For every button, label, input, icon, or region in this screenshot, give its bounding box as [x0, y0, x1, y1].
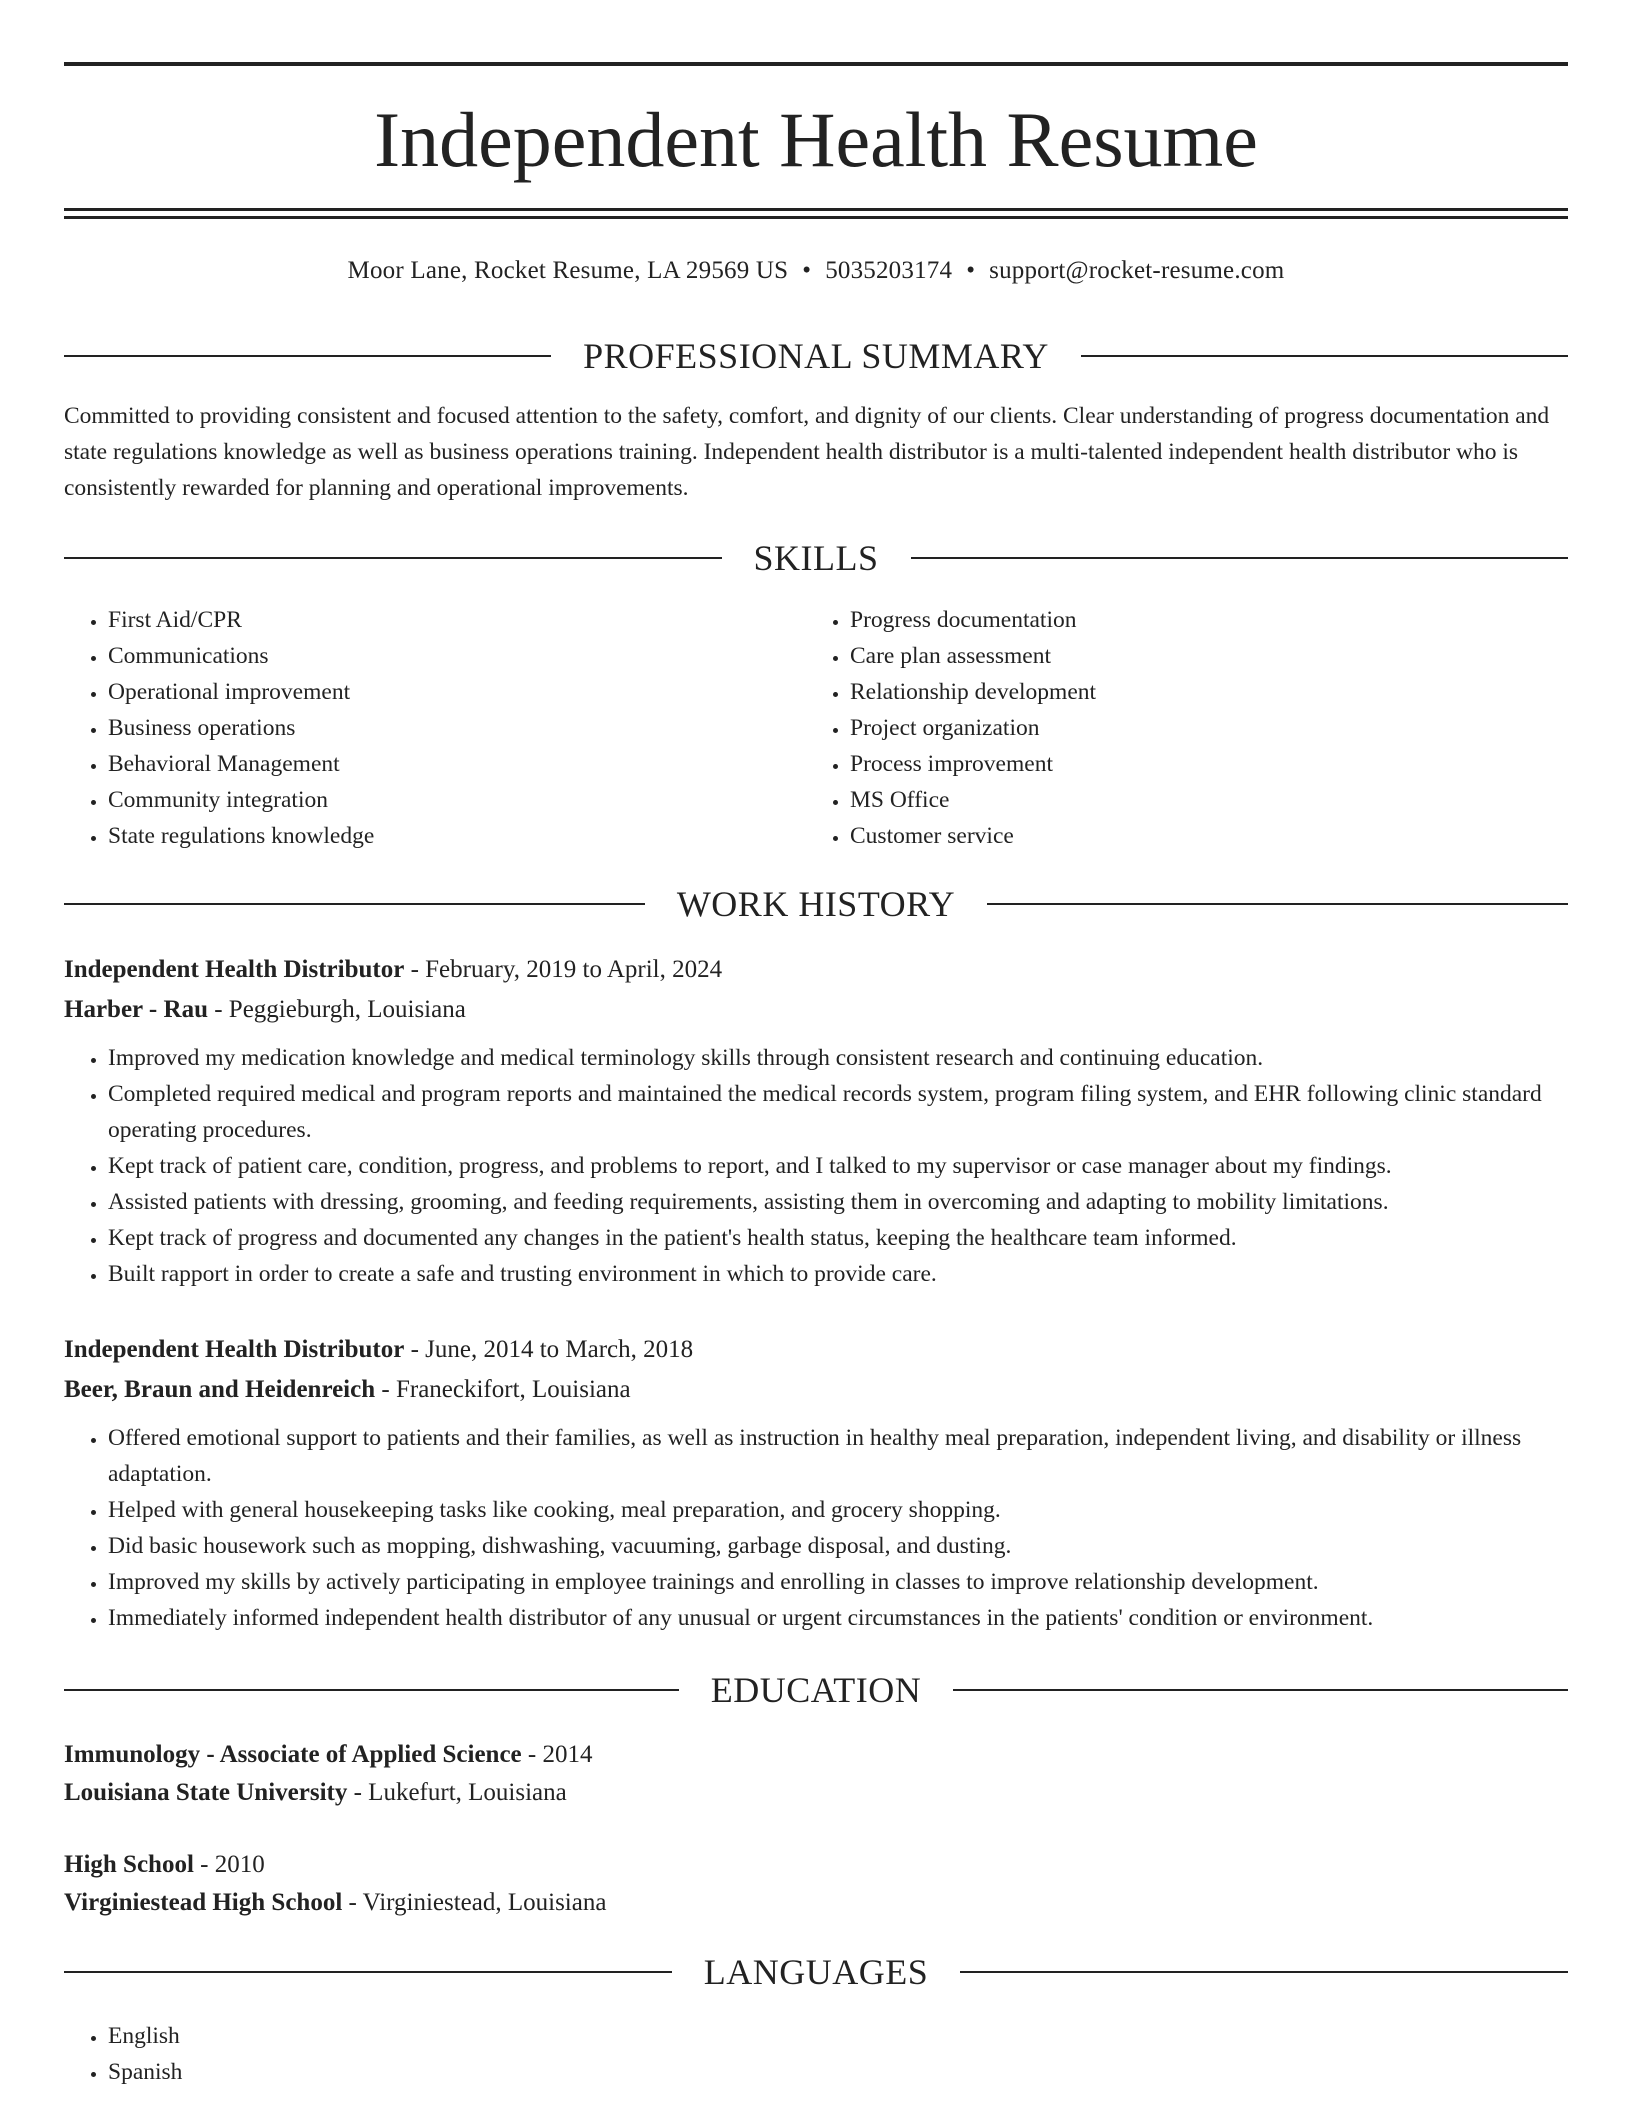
section-rule-right [987, 903, 1568, 905]
contact-email: support@rocket-resume.com [989, 257, 1285, 284]
contact-separator: • [802, 257, 812, 284]
job-entry [64, 950, 1568, 1292]
language-item: • Spanish [108, 2054, 764, 2090]
job-bullet: • Built rapport in order to create a safe and trusting environment in which to provide care. [108, 1256, 1568, 1292]
section-rule-right [953, 1689, 1568, 1691]
contact-phone: 5035203174 [825, 257, 953, 284]
job-location: - Peggieburgh, Louisiana [207, 996, 466, 1023]
job-bullets [64, 1420, 1568, 1636]
skill-item: • Community integration [108, 782, 764, 818]
section-title-languages: LANGUAGES [703, 1952, 929, 1992]
section-title-education: EDUCATION [710, 1670, 922, 1710]
education-degree: High School [64, 1851, 194, 1878]
education-school-line [64, 1884, 1568, 1922]
job-dates: - June, 2014 to March, 2018 [404, 1336, 694, 1363]
section-header-languages [64, 1950, 1568, 1994]
education-degree: Immunology - Associate of Applied Science [64, 1741, 522, 1768]
job-bullets [64, 1040, 1568, 1292]
contact-address: Moor Lane, Rocket Resume, LA 29569 US [347, 257, 789, 284]
education-year: - 2010 [193, 1851, 265, 1878]
education-entry [64, 1736, 1568, 1812]
section-header-summary [64, 334, 1568, 378]
job-bullet: • Helped with general housekeeping tasks like cooking, meal preparation, and grocery shopping. [108, 1492, 1568, 1528]
education-degree-line [64, 1846, 1568, 1884]
section-title-work: WORK HISTORY [676, 884, 956, 924]
skills-column-right [806, 602, 1506, 854]
skill-item: • Process improvement [850, 746, 1506, 782]
job-company-line [64, 990, 1568, 1030]
job-bullet: • Immediately informed independent health distributor of any unusual or urgent circumstances in the patients' condition or environment. [108, 1600, 1568, 1636]
section-rule-right [1081, 355, 1568, 357]
skill-item: • Project organization [850, 710, 1506, 746]
job-location: - Franeckifort, Louisiana [375, 1376, 631, 1403]
skill-item: • MS Office [850, 782, 1506, 818]
job-title-line [64, 1330, 1568, 1370]
section-header-work [64, 882, 1568, 926]
job-bullet: • Kept track of progress and documented any changes in the patient's health status, keeping the healthcare team informed. [108, 1220, 1568, 1256]
job-company: Beer, Braun and Heidenreich [64, 1376, 376, 1403]
job-dates: - February, 2019 to April, 2024 [404, 956, 723, 983]
job-bullet: • Improved my medication knowledge and medical terminology skills through consistent research and continuing education. [108, 1040, 1568, 1076]
section-rule-right [960, 1971, 1568, 1973]
skill-item: • Relationship development [850, 674, 1506, 710]
education-school-line [64, 1774, 1568, 1812]
section-rule-left [64, 1971, 672, 1973]
title-double-rule [64, 208, 1568, 219]
education-school: Louisiana State University [64, 1779, 348, 1806]
languages-block [64, 2018, 764, 2090]
job-title: Independent Health Distributor [64, 1336, 405, 1363]
languages-list [64, 2018, 764, 2090]
job-bullet: • Did basic housework such as mopping, dishwashing, vacuuming, garbage disposal, and dusting. [108, 1528, 1568, 1564]
section-title-skills: SKILLS [753, 538, 879, 578]
skill-item: • Care plan assessment [850, 638, 1506, 674]
job-entry [64, 1330, 1568, 1636]
job-title-line [64, 950, 1568, 990]
job-bullet: • Completed required medical and program reports and maintained the medical records system, program filing system, and EHR following clinic standard operating procedures. [108, 1076, 1568, 1148]
education-degree-line [64, 1736, 1568, 1774]
education-year: - 2014 [521, 1741, 593, 1768]
skills-column-left [64, 602, 764, 854]
section-title-summary: PROFESSIONAL SUMMARY [583, 336, 1049, 376]
skill-item: • Behavioral Management [108, 746, 764, 782]
job-bullet: • Offered emotional support to patients and their families, as well as instruction in healthy meal preparation, independent living, and disability or illness adaptation. [108, 1420, 1568, 1492]
skills-list-left [64, 602, 764, 854]
summary-paragraph: Committed to providing consistent and focused attention to the safety, comfort, and dignity of our clients. Clear understanding of progress documentation and state regulations knowledge as well as business operations training. Independent health distributor is a multi-talented independent health distributor who is consistently rewarded for planning and operational improvements. [64, 403, 1550, 501]
skill-item: • State regulations knowledge [108, 818, 764, 854]
section-rule-left [64, 1689, 679, 1691]
section-rule-left [64, 903, 645, 905]
education-school: Virginiestead High School [64, 1889, 343, 1916]
skill-item: • First Aid/CPR [108, 602, 764, 638]
education-location: - Lukefurt, Louisiana [347, 1779, 567, 1806]
job-title: Independent Health Distributor [64, 956, 405, 983]
resume-title: Independent Health Resume [374, 96, 1258, 183]
job-company-line [64, 1370, 1568, 1410]
skill-item: • Customer service [850, 818, 1506, 854]
section-rule-left [64, 355, 551, 357]
skills-list-right [806, 602, 1506, 854]
section-header-skills [64, 536, 1568, 580]
contact-separator: • [966, 257, 976, 284]
job-bullet: • Improved my skills by actively participating in employee trainings and enrolling in classes to improve relationship development. [108, 1564, 1568, 1600]
skill-item: • Progress documentation [850, 602, 1506, 638]
education-entry [64, 1846, 1568, 1922]
section-header-education [64, 1668, 1568, 1712]
top-rule [64, 62, 1568, 66]
section-rule-left [64, 557, 722, 559]
education-location: - Virginiestead, Louisiana [342, 1889, 607, 1916]
job-bullet: • Assisted patients with dressing, grooming, and feeding requirements, assisting them in overcoming and adapting to mobility limitations. [108, 1184, 1568, 1220]
language-item: • English [108, 2018, 764, 2054]
job-company: Harber - Rau [64, 996, 208, 1023]
skill-item: • Communications [108, 638, 764, 674]
skill-item: • Business operations [108, 710, 764, 746]
job-bullet: • Kept track of patient care, condition, progress, and problems to report, and I talked to my supervisor or case manager about my findings. [108, 1148, 1568, 1184]
section-rule-right [911, 557, 1569, 559]
skill-item: • Operational improvement [108, 674, 764, 710]
contact-line [64, 254, 1568, 288]
